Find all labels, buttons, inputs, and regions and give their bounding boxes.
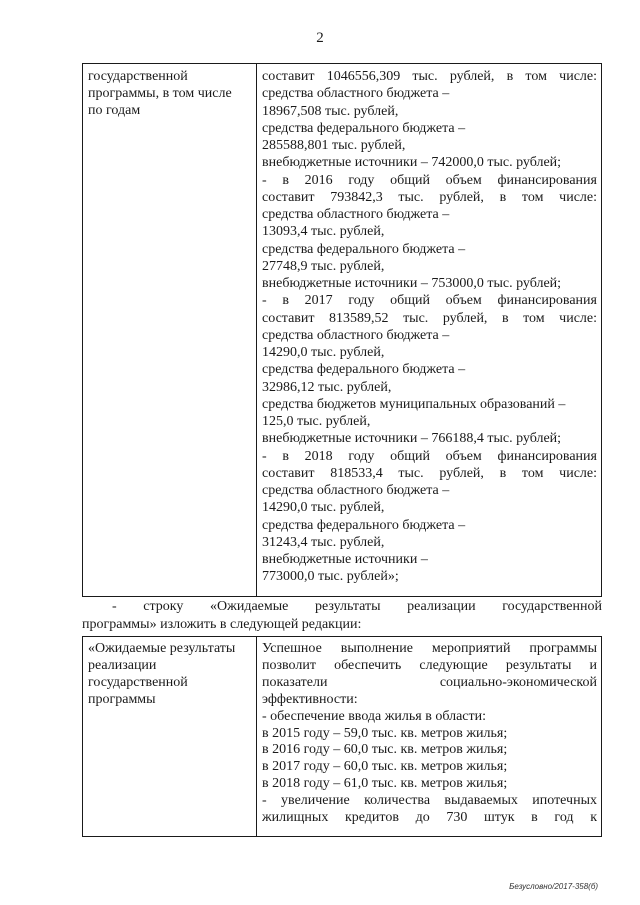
content-line: составит 813589,52 тыс. рублей, в том числе: bbox=[262, 310, 597, 326]
content-line: средства областного бюджета – bbox=[262, 86, 450, 102]
content-line: 27748,9 тыс. рублей, bbox=[262, 258, 385, 274]
content-line: внебюджетные источники – 766188,4 тыс. рублей; bbox=[262, 431, 562, 447]
content-line: средства федерального бюджета – bbox=[262, 120, 466, 136]
page-number: 2 bbox=[316, 30, 324, 46]
content-line: средства федерального бюджета – bbox=[262, 241, 466, 257]
content-line: в 2018 году – 61,0 тыс. кв. метров жилья; bbox=[262, 776, 508, 792]
content-line: - в 2017 году общий объем финансирования bbox=[262, 293, 597, 309]
content-line: средства федерального бюджета – bbox=[262, 517, 466, 533]
content-line: Успешное выполнение мероприятий программы bbox=[262, 641, 597, 656]
table-row bbox=[83, 637, 602, 837]
document-footer-code: Безусловно/2017-358(б) bbox=[509, 882, 598, 891]
content-line: - в 2018 году общий объем финансирования bbox=[262, 448, 597, 464]
label-line: реализации bbox=[88, 657, 157, 673]
content-line: 32986,12 тыс. рублей, bbox=[262, 379, 392, 395]
paragraph-line: программы» изложить в следующей редакции: bbox=[82, 616, 362, 632]
content-line: средства областного бюджета – bbox=[262, 327, 450, 343]
content-line: - увеличение количества выдаваемых ипотечных bbox=[262, 793, 597, 809]
content-line: 285588,801 тыс. рублей, bbox=[262, 138, 406, 153]
financing-table bbox=[82, 63, 602, 597]
content-line: составит 793842,3 тыс. рублей, в том числе: bbox=[262, 189, 597, 205]
content-line: эффективности: bbox=[262, 691, 358, 707]
content-line: в 2016 году – 60,0 тыс. кв. метров жилья; bbox=[262, 742, 508, 758]
content-line: жилищных кредитов до 730 штук в год к bbox=[262, 810, 597, 826]
table-label-cell bbox=[83, 64, 257, 597]
label-line: государственной bbox=[88, 69, 188, 84]
table-content-cell bbox=[257, 64, 602, 597]
content-line: позволит обеспечить следующие результаты и bbox=[262, 657, 597, 673]
content-line: внебюджетные источники – 742000,0 тыс. рублей; bbox=[262, 155, 562, 171]
label-line: по годам bbox=[88, 103, 141, 119]
content-line: средства областного бюджета – bbox=[262, 207, 450, 222]
content-line: средства областного бюджета – bbox=[262, 483, 450, 498]
content-line: 31243,4 тыс. рублей, bbox=[262, 534, 385, 550]
label-line: программы bbox=[88, 691, 156, 707]
content-line: средства федерального бюджета – bbox=[262, 362, 466, 378]
content-line: показатели социально-экономической bbox=[262, 674, 597, 690]
results-table bbox=[82, 636, 602, 837]
content-line: 125,0 тыс. рублей, bbox=[262, 414, 371, 429]
content-line: 14290,0 тыс. рублей, bbox=[262, 500, 385, 516]
table-content-cell bbox=[257, 637, 602, 837]
content-line: внебюджетные источники – bbox=[262, 552, 428, 567]
content-line: в 2015 году – 59,0 тыс. кв. метров жилья; bbox=[262, 725, 508, 741]
content-line: 14290,0 тыс. рублей, bbox=[262, 345, 385, 360]
label-line: государственной bbox=[88, 674, 188, 690]
content-line: составит 1046556,309 тыс. рублей, в том числе: bbox=[262, 69, 597, 84]
paragraph-line: - строку «Ожидаемые результаты реализации государственной bbox=[112, 599, 602, 614]
content-line: - в 2016 году общий объем финансирования bbox=[262, 172, 597, 188]
table-label-cell bbox=[83, 637, 257, 837]
instruction-paragraph bbox=[82, 598, 602, 633]
content-line: в 2017 году – 60,0 тыс. кв. метров жилья; bbox=[262, 759, 508, 775]
content-line: 13093,4 тыс. рублей, bbox=[262, 224, 385, 240]
label-line: «Ожидаемые результаты bbox=[88, 641, 236, 656]
content-line: внебюджетные источники – 753000,0 тыс. рублей; bbox=[262, 276, 562, 291]
content-line: 18967,508 тыс. рублей, bbox=[262, 103, 399, 119]
content-line: составит 818533,4 тыс. рублей, в том числе: bbox=[262, 465, 597, 481]
label-line: программы, в том числе bbox=[88, 86, 232, 102]
content-line: 773000,0 тыс. рублей»; bbox=[262, 569, 399, 585]
content-line: средства бюджетов муниципальных образований – bbox=[262, 396, 566, 412]
table-row bbox=[83, 64, 602, 597]
content-line: - обеспечение ввода жилья в области: bbox=[262, 708, 487, 724]
